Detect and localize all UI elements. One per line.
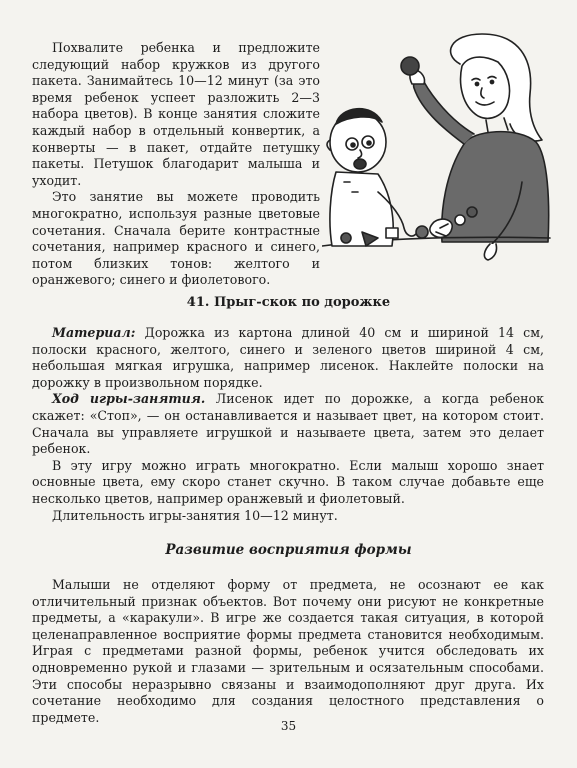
section-title: Развитие восприятия формы bbox=[165, 542, 412, 558]
section-body bbox=[32, 577, 544, 726]
course-label: Ход игры-занятия. bbox=[52, 391, 206, 407]
section-paragraph-1: Малыши не отделяют форму от предмета, не осознают ее как отличительный признак объектов. Вот почему они рисуют не конкретные предметы, а «каракули». В игре же создается такая ситуация, в которой целенаправленное восприятие формы предмета становится необходимым. Играя с предметами разной формы, ребенок учится обследовать их одновременно рукой и глазами — зрительным и осязательным способами. Эти способы неразрывно связаны и взаимодополняют друг друга. Их сочетание необходимо для создания целостного представления о предмете. bbox=[32, 577, 544, 725]
page-number: 35 bbox=[280, 719, 297, 733]
game-paragraph-3: В эту игру можно играть многократно. Если малыш хорошо знает основные цвета, ему скоро станет скучно. В таком случае добавьте еще несколько цветов, например оранжевый и фиолетовый. bbox=[32, 457, 544, 506]
material-label: Материал: bbox=[52, 325, 136, 340]
material-paragraph bbox=[32, 325, 544, 391]
game-paragraph-4: Длительность игры-занятия 10—12 минут. bbox=[52, 507, 338, 523]
illustration-woman-and-child bbox=[322, 32, 552, 277]
intro-text bbox=[32, 40, 320, 289]
material-text: Дорожка из картона длиной 40 см и шириной 14 см, полоски красного, желтого, синего и зеленого цветов шириной 4 см, небольшая мягкая игрушка, например лисенок. Наклейте полоски на дорожку в произвольном порядке. bbox=[32, 325, 544, 390]
game-body bbox=[32, 325, 544, 524]
intro-paragraph-1: Похвалите ребенка и предложите следующий набор кружков из другого пакета. Занимайтесь 10—12 минут (за это время ребенок успеет разложить 2—3 набора цветов). В конце занятия сложите каждый набор в отдельный конвертик, а конверты — в пакет, отдайте петушку пакеты. Петушок благодарит малыша и уходит. bbox=[32, 40, 320, 188]
intro-paragraph-2: Это занятие вы можете проводить многократно, используя разные цветовые сочетания. Сначала берите контрастные сочетания, например красного и синего, потом близких тонов: желтого и оранжевого; синего и фиолетового. bbox=[32, 189, 320, 288]
course-paragraph bbox=[32, 391, 544, 457]
course-text: Лисенок идет по дорожке, а когда ребенок скажет: «Стоп», — он останавливается и называет цвет, на котором стоит. Сначала вы управляете игрушкой и называете цвета, затем это делает ребенок. bbox=[32, 391, 544, 457]
game-title: 41. Прыг-скок по дорожке bbox=[186, 295, 391, 310]
